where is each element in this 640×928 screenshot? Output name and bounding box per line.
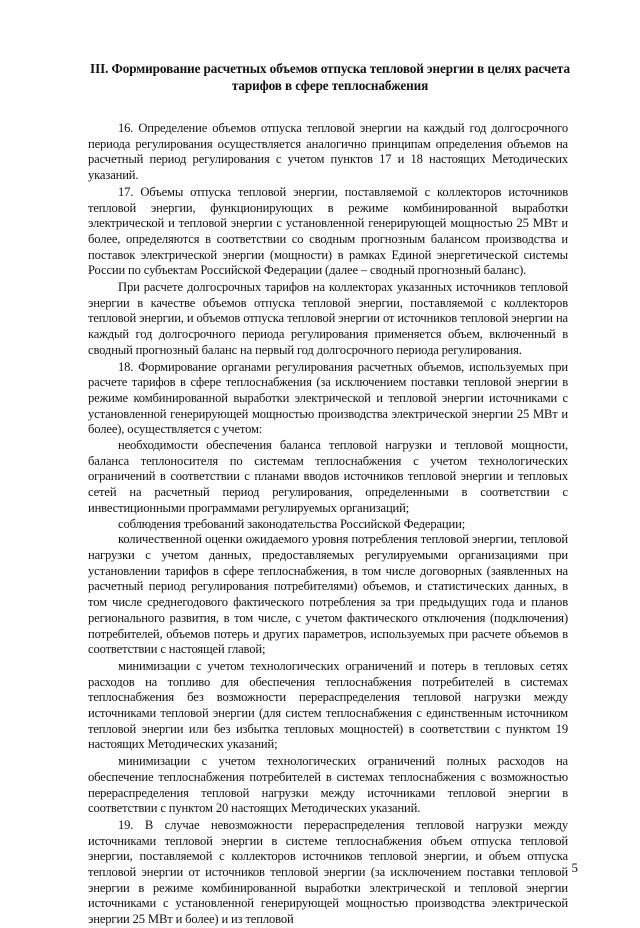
page-number: 5	[571, 860, 578, 875]
paragraph-19: 19. В случае невозможности перераспределения тепловой нагрузки между источниками тепловой энергии в системе теплоснабжения объем отпуска тепловой энергии, поставляемой с коллекторов источников тепловой энергии, и объем отпуска тепловой энергии от источников тепловой энергии (за исключением поставки тепловой энергии в режиме комбинированной выработки электрической и тепловой энергии источниками с установленной генерирующей мощностью производства электрической энергии 25 МВт и более) и из тепловой	[88, 817, 568, 927]
section-title-line-2: тарифов в сфере теплоснабжения	[231, 78, 429, 93]
paragraph-18-minimization-costs: минимизации с учетом технологических ограничений полных расходов на обеспечение теплоснабжения потребителей в системах теплоснабжения с возможностью перераспределения тепловой нагрузки между источниками тепловой энергии в соответствии с пунктом 20 настоящих Методических указаний.	[88, 754, 568, 816]
paragraph-17: 17. Объемы отпуска тепловой энергии, поставляемой с коллекторов источников тепловой энергии, функционирующих в режиме комбинированной выработки электрической и тепловой энергии с установленной генерирующей мощностью 25 МВт и более, определяются в соответствии со сводным прогнозным балансом производства и поставок электрической энергии (мощности) в рамках Единой энергетической системы России по субъектам Российской Федерации (далее – сводный прогнозный баланс).	[88, 184, 568, 278]
paragraph-18-minimization-fuel: минимизации с учетом технологических ограничений и потерь в тепловых сетях расходов на топливо для обеспечения теплоснабжения потребителей в системах теплоснабжения без возможности перераспределения тепловой нагрузки между источниками тепловой энергии (для систем теплоснабжения с единственным источником тепловой энергии или без избытка тепловых мощностей) в соответствии с пунктом 19 настоящих Методических указаний;	[88, 658, 568, 752]
paragraph-18: 18. Формирование органами регулирования расчетных объемов, используемых при расчете тарифов в сфере теплоснабжения (за исключением поставки тепловой энергии в режиме комбинированной выработки электрической и тепловой энергии источниками с установленной генерирующей мощностью производства электрической энергии 25 МВт и более), осуществляется с учетом:	[88, 359, 568, 437]
paragraph-16: 16. Определение объемов отпуска тепловой энергии на каждый год долгосрочного периода регулирования осуществляется аналогично принципам определения объемов на расчетный период регулирования с учетом пунктов 17 и 18 настоящих Методических указаний.	[88, 121, 568, 183]
paragraph-17-long-term: При расчете долгосрочных тарифов на коллекторах указанных источников тепловой энергии в качестве объемов отпуска тепловой энергии, поставляемой с коллекторов тепловой энергии, и объемов отпуска тепловой энергии от источников тепловой энергии на каждый год долгосрочного периода регулирования применяется объем, включенный в сводный прогнозный баланс на первый год долгосрочного периода регулирования.	[88, 280, 568, 357]
paragraph-18-balance: необходимости обеспечения баланса тепловой нагрузки и тепловой мощности, баланса теплоносителя по системам теплоснабжения с учетом технологических ограничений в соответствии с планами вводов источников тепловой энергии и тепловых сетей на расчетный период регулирования, определенными в соответствии с инвестиционными программами регулируемых организаций;	[88, 438, 568, 515]
section-title-line-1: III. Формирование расчетных объемов отпуска тепловой энергии в целях расчета	[90, 61, 570, 76]
paragraph-18-legislation: соблюдения требований законодательства Российской Федерации;	[118, 516, 466, 531]
document-body	[88, 121, 568, 928]
section-title	[70, 60, 590, 94]
paragraph-18-estimation: количественной оценки ожидаемого уровня потребления тепловой энергии, тепловой нагрузки с учетом данных, предоставляемых регулируемыми организациями при установлении тарифов в сфере теплоснабжения, в том числе договорных (заявленных на расчетный период регулирования потребителями) объемов, и статистических данных, в том числе среднегодового фактического потребления за три предыдущих года и планов регионального развития, в том числе, с учетом фактического отключения (подключения) потребителей, объемов потерь и других параметров, используемых при расчете объемов в соответствии с настоящей главой;	[88, 532, 568, 657]
